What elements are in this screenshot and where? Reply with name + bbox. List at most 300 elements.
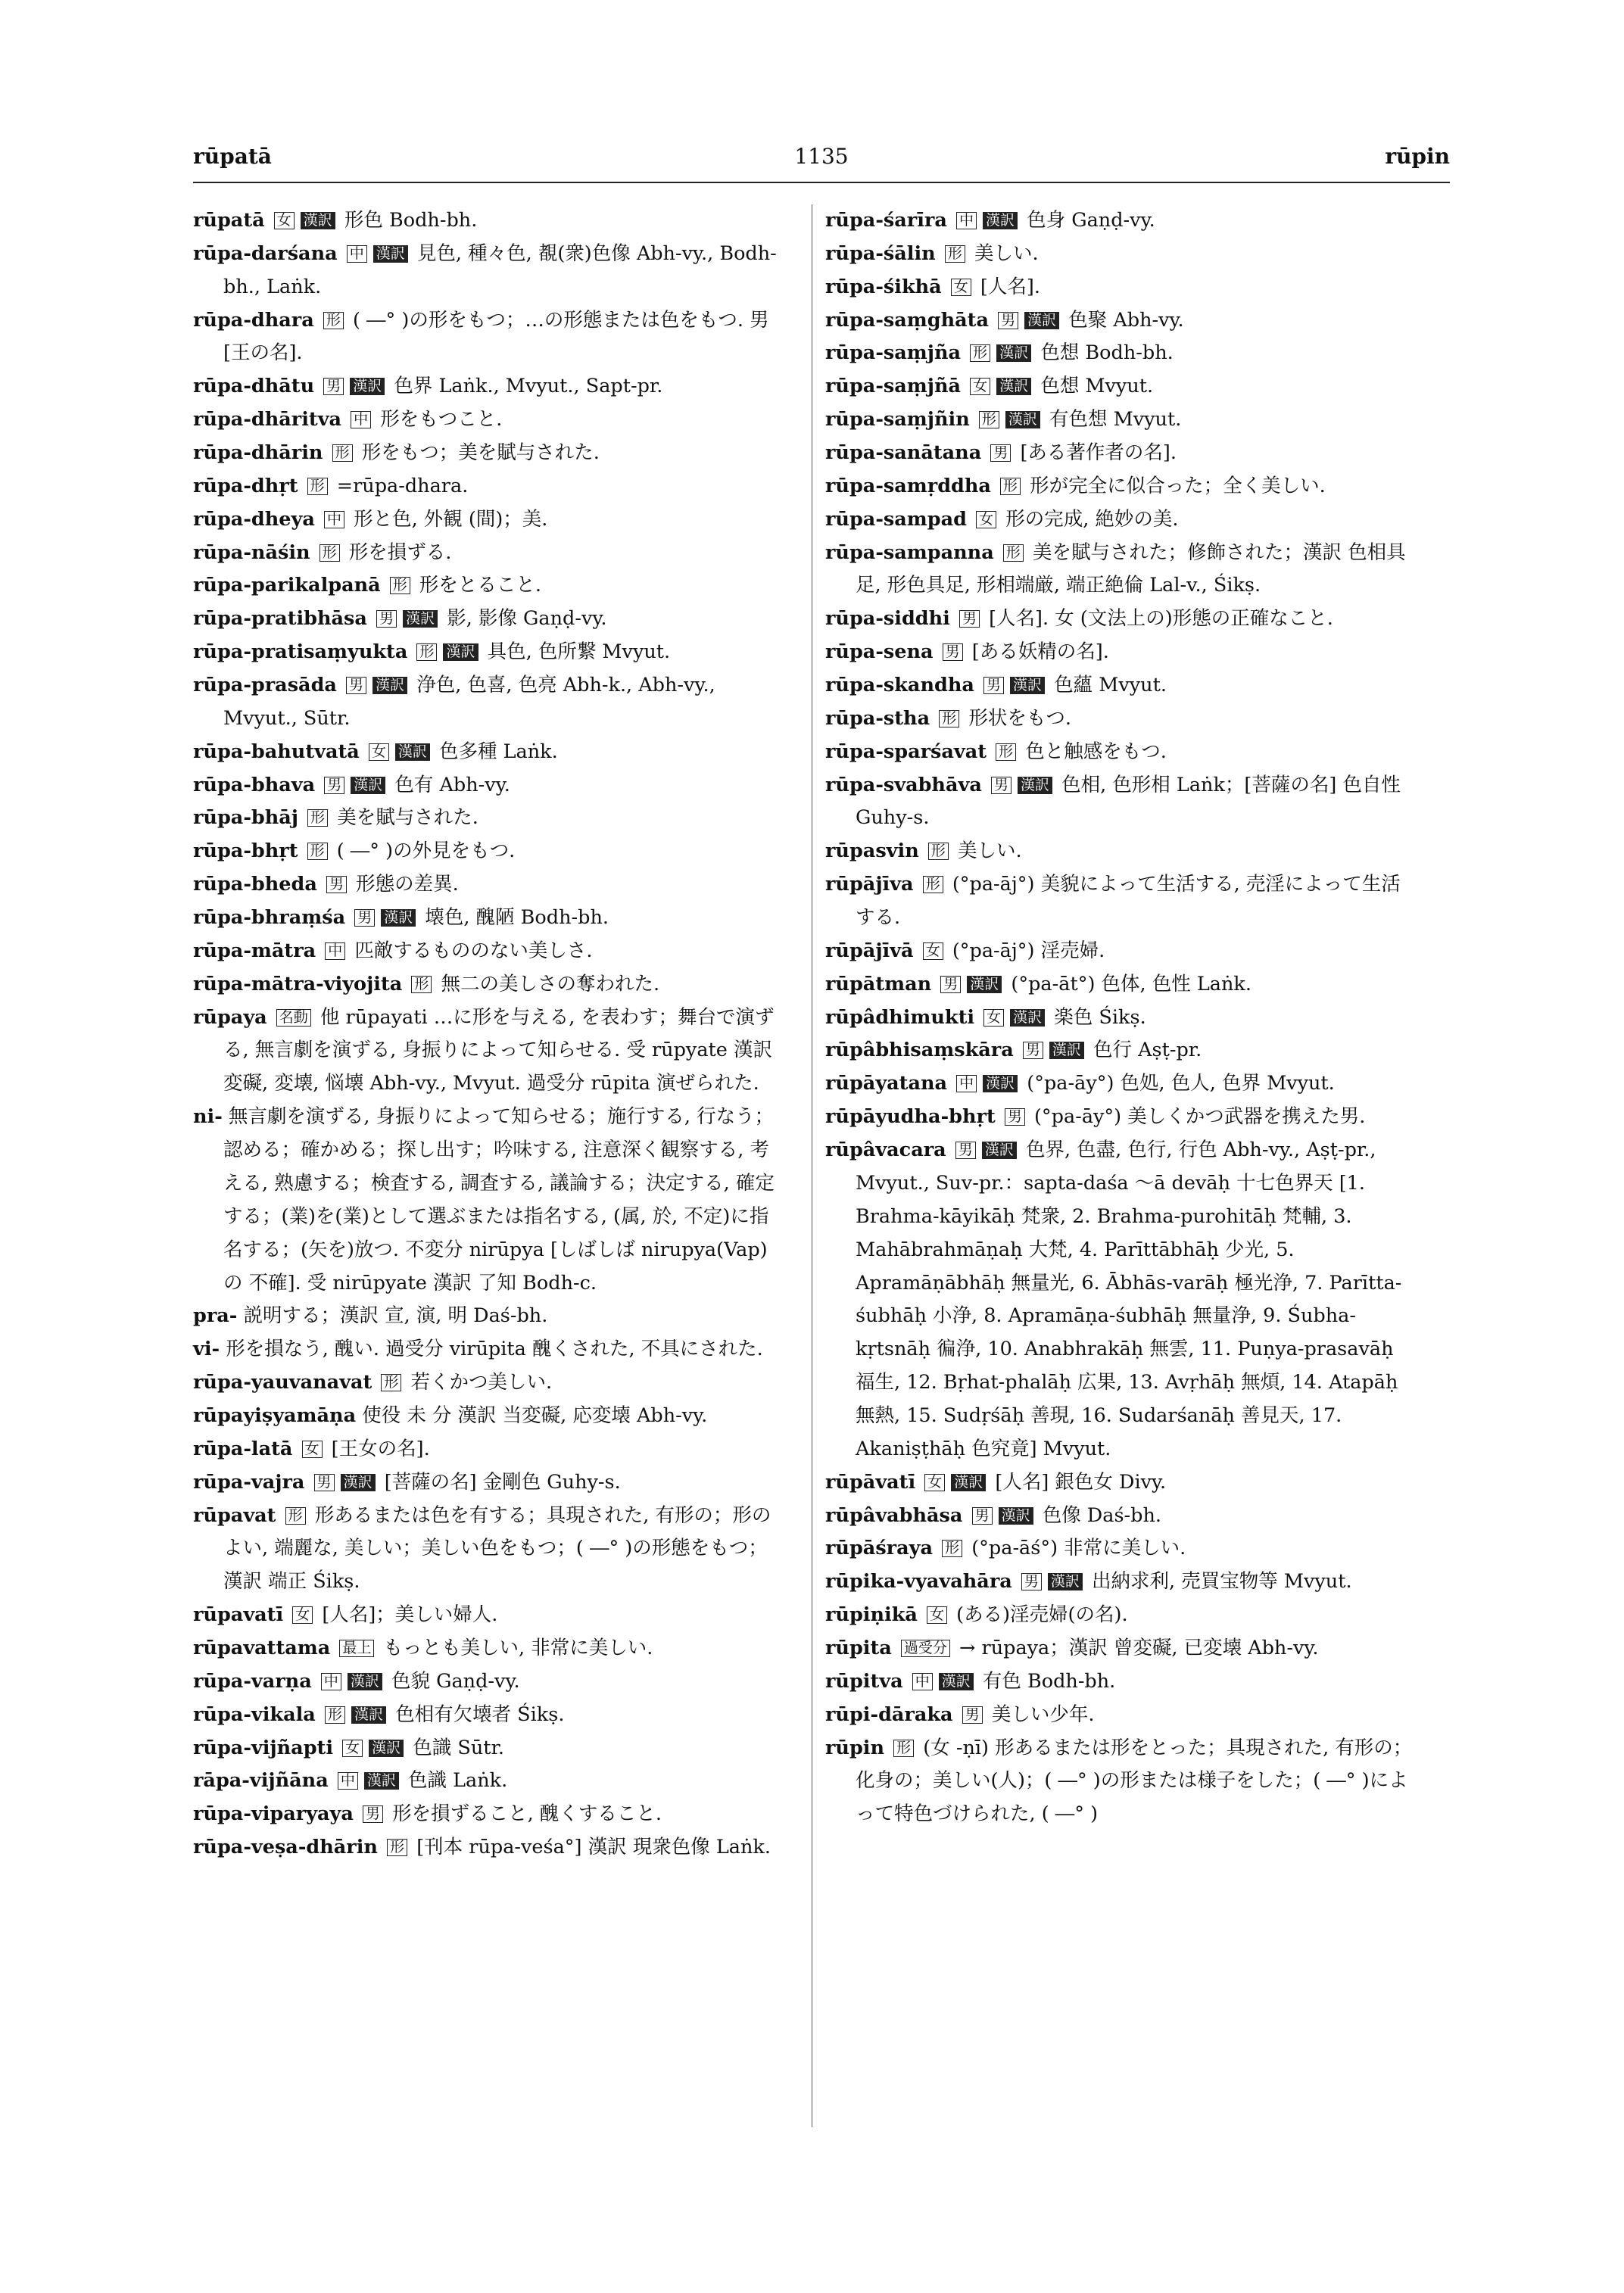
entry-headword: rūpika-vyavahāra bbox=[825, 1570, 1012, 1594]
entry-definition: 形をもつこと. bbox=[380, 408, 503, 431]
grammar-label: 形 bbox=[323, 312, 344, 329]
running-head-right: rūpin bbox=[1385, 144, 1450, 169]
entry-headword: rūpiṇikā bbox=[825, 1603, 918, 1627]
grammar-label: 形 bbox=[381, 1374, 401, 1391]
entry-definition: 色界 Laṅk., Mvyut., Sapt-pr. bbox=[394, 375, 663, 398]
grammar-label: 形 bbox=[945, 245, 965, 263]
dictionary-entry bbox=[825, 403, 1416, 437]
grammar-label: 中 bbox=[347, 245, 367, 263]
entry-headword: rūpa-viparyaya bbox=[193, 1802, 354, 1826]
entry-definition: 色相, 色形相 Laṅk；[菩薩の名] 色自性 Guhy-s. bbox=[856, 773, 1401, 830]
entry-definition: 色想 Mvyut. bbox=[1040, 375, 1154, 398]
entry-headword: rūpa-varṇa bbox=[193, 1669, 312, 1693]
entry-headword: rūpâbhisaṃskāra bbox=[825, 1039, 1014, 1062]
entry-headword: rūpa-mātra bbox=[193, 939, 316, 962]
entry-definition: 壊色, 醜陋 Bodh-bh. bbox=[425, 906, 609, 930]
grammar-label: 女 bbox=[983, 1009, 1004, 1027]
dictionary-entry bbox=[825, 1632, 1416, 1665]
entry-definition: 形をもつ；美を賦与された. bbox=[361, 441, 600, 465]
kanyaku-label: 漢訳 bbox=[1049, 1042, 1084, 1059]
entry-headword: rūpa-śarīra bbox=[825, 209, 947, 232]
entry-headword: rūpâdhimukti bbox=[825, 1005, 975, 1029]
grammar-label: 形 bbox=[970, 344, 990, 362]
entry-headword: rūpa-dhāritva bbox=[193, 408, 342, 431]
grammar-label: 男 bbox=[1021, 1573, 1042, 1590]
dictionary-entry bbox=[825, 1665, 1416, 1699]
kanyaku-label: 漢訳 bbox=[1024, 312, 1059, 329]
dictionary-entry bbox=[825, 868, 1416, 935]
dictionary-entry bbox=[193, 503, 784, 537]
grammar-label: 中 bbox=[956, 1075, 977, 1092]
entry-headword: rūpin bbox=[825, 1736, 885, 1759]
entry-headword: rūpāśraya bbox=[825, 1537, 933, 1560]
entry-definition: =rūpa-dhara. bbox=[336, 474, 469, 497]
entry-headword: rūpa-saṃjñin bbox=[825, 408, 970, 431]
dictionary-entry bbox=[193, 204, 784, 238]
entry-definition: 出納求利, 売買宝物等 Mvyut. bbox=[1092, 1570, 1352, 1594]
kanyaku-label: 漢訳 bbox=[1010, 677, 1045, 694]
entry-definition: 影, 影像 Gaṇḍ-vy. bbox=[447, 607, 607, 631]
entry-definition: 色識 Laṅk. bbox=[408, 1769, 508, 1793]
entry-definition: [人名] 銀色女 Divy. bbox=[995, 1470, 1167, 1494]
entry-definition: 形と色, 外観 (間)；美. bbox=[354, 507, 548, 531]
dictionary-entry bbox=[825, 1101, 1416, 1134]
entry-definition: 使役 未 分 漢訳 当変礙, 応変壊 Abh-vy. bbox=[362, 1404, 708, 1427]
entry-definition: もっとも美しい, 非常に美しい. bbox=[383, 1636, 653, 1659]
dictionary-entry bbox=[193, 935, 784, 968]
entry-headword: rūpa-svabhāva bbox=[825, 773, 982, 796]
grammar-label: 男 bbox=[326, 876, 347, 893]
grammar-label: 中 bbox=[325, 942, 345, 960]
grammar-label: 男 bbox=[972, 1507, 993, 1525]
grammar-label: 形 bbox=[332, 444, 353, 462]
dictionary-entry bbox=[825, 769, 1416, 836]
grammar-label: 男 bbox=[1023, 1042, 1043, 1059]
grammar-label: 男 bbox=[991, 777, 1011, 794]
dictionary-entry bbox=[825, 835, 1416, 868]
grammar-label: 形 bbox=[996, 743, 1016, 761]
entry-definition: 美しい少年. bbox=[991, 1703, 1095, 1726]
entry-headword: rūpavatī bbox=[193, 1603, 284, 1627]
entry-definition: [ある妖精の名]. bbox=[971, 640, 1109, 664]
entry-definition: (°pa-āt°) 色体, 色性 Laṅk. bbox=[1011, 972, 1252, 995]
grammar-label: 男 bbox=[346, 677, 366, 694]
entry-headword: rūpitva bbox=[825, 1669, 903, 1693]
grammar-label: 形 bbox=[325, 1706, 345, 1724]
entry-headword: rūpa-siddhi bbox=[825, 607, 950, 631]
entry-headword: rūpa-saṃjñā bbox=[825, 375, 962, 398]
dictionary-entry bbox=[193, 1400, 784, 1433]
entry-definition: 色有 Abh-vy. bbox=[394, 773, 510, 796]
entry-definition: 形を損なう, 醜い. 過受分 virūpita 醜くされた, 不具にされた. bbox=[226, 1338, 763, 1361]
entry-definition: 具色, 色所繋 Mvyut. bbox=[487, 640, 671, 664]
grammar-label: 形 bbox=[416, 643, 437, 661]
entry-definition: (°pa-āy°) 美しくかつ武器を携えた男. bbox=[1033, 1105, 1366, 1129]
dictionary-entry bbox=[825, 271, 1416, 304]
dictionary-entry bbox=[825, 238, 1416, 271]
grammar-label: 形 bbox=[979, 411, 999, 428]
entry-definition: 色識 Sūtr. bbox=[413, 1736, 504, 1759]
dictionary-entry bbox=[193, 238, 784, 304]
left-column bbox=[193, 204, 784, 1865]
entry-headword: rūpa-vajra bbox=[193, 1470, 305, 1494]
grammar-label: 最上 bbox=[339, 1640, 374, 1657]
right-column bbox=[825, 204, 1416, 1831]
grammar-label: 形 bbox=[928, 843, 949, 860]
dictionary-entry bbox=[825, 1002, 1416, 1035]
kanyaku-label: 漢訳 bbox=[301, 212, 335, 229]
grammar-label: 男 bbox=[940, 976, 961, 993]
dictionary-entry bbox=[825, 1599, 1416, 1632]
entry-definition: (°pa-āj°) 淫売婦. bbox=[952, 939, 1105, 962]
entry-definition: 色界, 色盡, 色行, 行色 Abh-vy., Aṣṭ-pr., Mvyut., Suv-pr.：sapta-daśa ～ā devāḥ 十七色界天 [1. Brahma-kāyikāḥ 梵衆, 2. Brahma-purohitāḥ 梵輔, 3. Mahābrahmāṇaḥ 大梵, 4. Parīttābhāḥ 少光, 5. Apramāṇābhāḥ 無量光, 6. Ābhās-varāḥ 極光浄, 7. Parītta-śubhāḥ 小浄, 8. Apramāṇa-śubhāḥ 無量浄, 9. Śubha-kṛtsnāḥ 徧浄, 10. Anabhrakāḥ 無雲, 11. Puṇya-prasavāḥ 福生, 12. Bṛhat-phalāḥ 広果, 13. Avṛhāḥ 無煩, 14. Atapāḥ 無熱, 15. Sudṛśāḥ 善現, 16. Sudarśanāḥ 善見天, 17. Akaniṣṭhāḥ 色究竟] Mvyut. bbox=[856, 1139, 1402, 1460]
kanyaku-label: 漢訳 bbox=[351, 1706, 386, 1724]
kanyaku-label: 漢訳 bbox=[996, 344, 1031, 362]
entry-headword: rūpa-bahutvatā bbox=[193, 740, 360, 763]
grammar-label: 男 bbox=[323, 378, 344, 395]
entry-definition: 形を損ずること, 醜くすること. bbox=[392, 1802, 662, 1826]
kanyaku-label: 漢訳 bbox=[982, 1142, 1017, 1159]
entry-definition: 色想 Bodh-bh. bbox=[1040, 341, 1174, 365]
entry-headword: rūpa-veṣa-dhārin bbox=[193, 1836, 378, 1859]
entry-headword: rūpa-parikalpanā bbox=[193, 574, 381, 597]
entry-definition: 色蘊 Mvyut. bbox=[1054, 674, 1167, 697]
entry-headword: rūpasvin bbox=[825, 840, 919, 863]
dictionary-entry bbox=[193, 1466, 784, 1500]
kanyaku-label: 漢訳 bbox=[351, 777, 385, 794]
entry-headword: rūpājīvā bbox=[825, 939, 914, 962]
grammar-label: 男 bbox=[990, 444, 1011, 462]
entry-headword: rūpa-dhṛt bbox=[193, 474, 298, 497]
grammar-label: 女 bbox=[369, 743, 389, 761]
entry-definition: 形態の差異. bbox=[356, 873, 459, 896]
entry-headword: rūpayiṣyamāṇa bbox=[193, 1404, 357, 1427]
entry-headword: rūpâvabhāsa bbox=[825, 1503, 963, 1527]
grammar-label: 女 bbox=[342, 1740, 363, 1757]
kanyaku-label: 漢訳 bbox=[369, 1740, 404, 1757]
entry-definition: 形色 Bodh-bh. bbox=[344, 209, 478, 232]
entry-headword: ni- bbox=[193, 1105, 223, 1129]
dictionary-entry bbox=[193, 537, 784, 570]
entry-headword: rāpa-vijñāna bbox=[193, 1769, 329, 1793]
kanyaku-label: 漢訳 bbox=[939, 1673, 974, 1690]
dictionary-entry bbox=[193, 868, 784, 902]
grammar-label: 中 bbox=[321, 1673, 341, 1690]
dictionary-entry bbox=[825, 1067, 1416, 1101]
dictionary-entry bbox=[193, 669, 784, 736]
grammar-label: 形 bbox=[307, 809, 328, 827]
entry-definition: (ある)淫売婦(の名). bbox=[956, 1603, 1128, 1627]
dictionary-entry bbox=[825, 437, 1416, 470]
kanyaku-label: 漢訳 bbox=[373, 245, 408, 263]
entry-headword: pra- bbox=[193, 1304, 238, 1328]
grammar-label: 形 bbox=[1000, 478, 1021, 495]
kanyaku-label: 漢訳 bbox=[967, 976, 1002, 993]
grammar-label: 女 bbox=[970, 378, 990, 395]
entry-headword: rūpa-bhava bbox=[193, 773, 316, 796]
dictionary-entry bbox=[193, 835, 784, 868]
dictionary-entry bbox=[825, 337, 1416, 370]
entry-headword: rūpa-dheya bbox=[193, 507, 315, 531]
dictionary-entry bbox=[193, 1765, 784, 1798]
kanyaku-label: 漢訳 bbox=[443, 643, 478, 661]
dictionary-entry bbox=[825, 968, 1416, 1002]
entry-headword: rūpājīva bbox=[825, 873, 914, 896]
dictionary-entry bbox=[825, 503, 1416, 537]
entry-definition: 色像 Daś-bh. bbox=[1042, 1503, 1162, 1527]
dictionary-entry bbox=[193, 968, 784, 1002]
grammar-label: 形 bbox=[390, 577, 410, 594]
grammar-label: 形 bbox=[1003, 544, 1024, 562]
dictionary-entry bbox=[193, 1500, 784, 1600]
entry-headword: rūpāyatana bbox=[825, 1072, 948, 1095]
dictionary-entry bbox=[193, 470, 784, 503]
dictionary-entry bbox=[193, 1433, 784, 1466]
grammar-label: 男 bbox=[324, 777, 344, 794]
grammar-label: 形 bbox=[411, 976, 432, 993]
entry-definition: 楽色 Śikṣ. bbox=[1054, 1005, 1146, 1029]
entry-definition: 色相有欠壊者 Śikṣ. bbox=[395, 1703, 565, 1726]
dictionary-entry bbox=[825, 537, 1416, 603]
entry-headword: rūpavattama bbox=[193, 1636, 331, 1659]
grammar-label: 男 bbox=[959, 610, 980, 628]
kanyaku-label: 漢訳 bbox=[1010, 1009, 1045, 1027]
page-number: 1135 bbox=[794, 144, 849, 169]
grammar-label: 男 bbox=[1005, 1108, 1025, 1126]
entry-definition: 美しい. bbox=[974, 241, 1039, 265]
entry-headword: rūpāvatī bbox=[825, 1470, 916, 1494]
entry-headword: rūpa-vikala bbox=[193, 1703, 316, 1726]
entry-headword: rūpa-bhāj bbox=[193, 806, 299, 830]
dictionary-entry bbox=[193, 1831, 784, 1865]
grammar-label: 男 bbox=[943, 643, 963, 661]
dictionary-entry bbox=[193, 370, 784, 403]
grammar-label: 女 bbox=[292, 1606, 313, 1624]
entry-definition: 色行 Aṣṭ-pr. bbox=[1093, 1039, 1202, 1062]
entry-headword: rūpātman bbox=[825, 972, 932, 995]
entry-definition: [刊本 rūpa-veśa°] 漢訳 現衆色像 Laṅk. bbox=[416, 1836, 771, 1859]
entry-definition: 形が完全に似合った；全く美しい. bbox=[1030, 474, 1326, 497]
entry-definition: (°pa-āy°) 色処, 色人, 色界 Mvyut. bbox=[1027, 1072, 1335, 1095]
grammar-label: 形 bbox=[942, 1540, 962, 1557]
kanyaku-label: 漢訳 bbox=[996, 378, 1031, 395]
entry-headword: rūpa-darśana bbox=[193, 241, 338, 265]
dictionary-entry bbox=[825, 1134, 1416, 1466]
entry-headword: vi- bbox=[193, 1338, 220, 1361]
dictionary-entry bbox=[825, 204, 1416, 238]
entry-headword: rūpa-bheda bbox=[193, 873, 317, 896]
dictionary-entry bbox=[193, 1798, 784, 1831]
grammar-label: 形 bbox=[285, 1507, 306, 1525]
grammar-label: 形 bbox=[307, 478, 328, 495]
entry-definition: 形の完成, 絶妙の美. bbox=[1005, 507, 1179, 531]
dictionary-entry bbox=[193, 603, 784, 636]
entry-definition: (°pa-āj°) 美貌によって生活する, 売淫によって生活する. bbox=[856, 873, 1401, 930]
grammar-label: 男 bbox=[363, 1805, 383, 1823]
entry-definition: 見色, 種々色, 覩(衆)色像 Abh-vy., Bodh-bh., Laṅk. bbox=[223, 241, 777, 298]
entry-definition: ( ―° )の形をもつ；…の形態または色をもつ. 男 [王の名]. bbox=[223, 308, 769, 365]
dictionary-entry bbox=[193, 1366, 784, 1400]
dictionary-entry bbox=[193, 636, 784, 669]
page-header bbox=[193, 144, 1450, 182]
entry-headword: rūpa-pratibhāsa bbox=[193, 607, 367, 631]
entry-definition: [人名]. bbox=[980, 275, 1040, 298]
entry-definition: 若くかつ美しい. bbox=[410, 1371, 553, 1394]
entry-headword: rūpa-sparśavat bbox=[825, 740, 987, 763]
dictionary-entry bbox=[193, 1699, 784, 1732]
grammar-label: 男 bbox=[376, 610, 397, 628]
entry-definition: [人名]. 女 (文法上の)形態の正確なこと. bbox=[989, 607, 1333, 631]
entry-definition: 色貌 Gaṇḍ-vy. bbox=[391, 1669, 520, 1693]
dictionary-entry bbox=[825, 603, 1416, 636]
grammar-label: 男 bbox=[962, 1706, 983, 1724]
grammar-label: 女 bbox=[274, 212, 295, 229]
entry-definition: (°pa-āś°) 非常に美しい. bbox=[971, 1537, 1186, 1560]
grammar-label: 女 bbox=[927, 1606, 947, 1624]
entry-definition: 形を損ずる. bbox=[348, 541, 452, 564]
dictionary-entry bbox=[193, 403, 784, 437]
entry-headword: rūpa-bhraṃśa bbox=[193, 906, 346, 930]
entry-headword: rūpatā bbox=[193, 209, 265, 232]
grammar-label: 形 bbox=[307, 843, 328, 860]
entry-definition: 色身 Gaṇḍ-vy. bbox=[1027, 209, 1155, 232]
grammar-label: 中 bbox=[351, 411, 371, 428]
entry-definition: 浄色, 色喜, 色亮 Abh-k., Abh-vy., Mvyut., Sūtr. bbox=[223, 674, 715, 730]
dictionary-entry bbox=[193, 1300, 784, 1333]
dictionary-entry bbox=[825, 669, 1416, 703]
dictionary-entry bbox=[193, 569, 784, 603]
entry-definition: 有色想 Mvyut. bbox=[1049, 408, 1182, 431]
dictionary-entry bbox=[825, 703, 1416, 736]
dictionary-entry bbox=[193, 769, 784, 802]
entry-headword: rūpa-bhṛt bbox=[193, 840, 298, 863]
entry-definition: 美を賦与された；修飾された；漢訳 色相具足, 形色具足, 形相端厳, 端正絶倫 Lal-v., Śikṣ. bbox=[856, 541, 1406, 597]
entry-definition: [ある著作者の名]. bbox=[1020, 441, 1177, 465]
grammar-label: 形 bbox=[893, 1740, 914, 1757]
entry-definition: 美を賦与された. bbox=[337, 806, 478, 830]
kanyaku-label: 漢訳 bbox=[381, 909, 416, 927]
grammar-label: 男 bbox=[354, 909, 375, 927]
entry-definition: 無言劇を演ずる, 身振りによって知らせる；施行する, 行なう；認める；確かめる；探し出す；吟味する, 注意深く観察する, 考える, 熟慮する；検査する, 調査する, 議論する；決定する, 確定する；(業)を(業)として選ぶまたは指名する, (属, 於, 不定)に指名する；(矢を)放つ. 不変分 nirūpya [しばしば nirupya(Vap) の 不確]. 受 nirūpyate 漢訳 了知 Bodh-c. bbox=[223, 1105, 775, 1294]
grammar-label: 中 bbox=[956, 212, 977, 229]
entry-headword: rūpa-sena bbox=[825, 640, 934, 664]
grammar-label: 男 bbox=[314, 1474, 335, 1491]
entry-definition: 説明する；漢訳 宣, 演, 明 Daś-bh. bbox=[243, 1304, 548, 1328]
dictionary-entry bbox=[193, 1101, 784, 1300]
entry-headword: rūpa-stha bbox=[825, 706, 930, 730]
grammar-label: 中 bbox=[338, 1772, 358, 1790]
entry-headword: rūpāyudha-bhṛt bbox=[825, 1105, 996, 1129]
entry-headword: rūpa-śālin bbox=[825, 241, 936, 265]
entry-headword: rūpi-dāraka bbox=[825, 1703, 953, 1726]
dictionary-entry bbox=[193, 1732, 784, 1765]
entry-headword: rūpa-dhara bbox=[193, 308, 314, 332]
dictionary-entry bbox=[193, 1002, 784, 1101]
entry-headword: rūpa-mātra-viyojita bbox=[193, 972, 403, 995]
entry-headword: rūpa-dhārin bbox=[193, 441, 323, 465]
dictionary-entry bbox=[193, 437, 784, 470]
kanyaku-label: 漢訳 bbox=[983, 1075, 1018, 1092]
kanyaku-label: 漢訳 bbox=[403, 610, 438, 628]
entry-headword: rūpa-latā bbox=[193, 1437, 293, 1460]
grammar-label: 女 bbox=[924, 1474, 945, 1491]
kanyaku-label: 漢訳 bbox=[983, 212, 1018, 229]
entry-headword: rūpaya bbox=[193, 1005, 267, 1029]
kanyaku-label: 漢訳 bbox=[1005, 411, 1040, 428]
entry-definition: 美しい. bbox=[957, 840, 1022, 863]
dictionary-entry bbox=[825, 304, 1416, 338]
entry-headword: rūpa-yauvanavat bbox=[193, 1371, 372, 1394]
entry-definition: 色と触感をもつ. bbox=[1025, 740, 1167, 763]
entry-headword: rūpa-saṃjña bbox=[825, 341, 962, 365]
entry-definition: [菩薩の名] 金剛色 Guhy-s. bbox=[384, 1470, 621, 1494]
entry-headword: rūpa-skandha bbox=[825, 674, 974, 697]
kanyaku-label: 漢訳 bbox=[372, 677, 407, 694]
entry-headword: rūpâvacara bbox=[825, 1139, 946, 1162]
dictionary-entry bbox=[825, 1034, 1416, 1067]
entry-definition: 匹敵するもののない美しさ. bbox=[354, 939, 593, 962]
dictionary-entry bbox=[825, 1466, 1416, 1500]
grammar-label: 女 bbox=[923, 942, 943, 960]
grammar-label: 男 bbox=[955, 1142, 976, 1159]
grammar-label: 形 bbox=[320, 544, 340, 562]
entry-headword: rūpa-vijñapti bbox=[193, 1736, 333, 1759]
grammar-label: 男 bbox=[983, 677, 1004, 694]
kanyaku-label: 漢訳 bbox=[348, 1673, 382, 1690]
dictionary-entry bbox=[193, 1599, 784, 1632]
entry-headword: rūpa-sampanna bbox=[825, 541, 994, 564]
dictionary-entry bbox=[825, 1500, 1416, 1533]
entry-headword: rūpa-prasāda bbox=[193, 674, 337, 697]
kanyaku-label: 漢訳 bbox=[999, 1507, 1033, 1525]
dictionary-entry bbox=[825, 935, 1416, 968]
dictionary-entry bbox=[193, 1632, 784, 1665]
grammar-label: 中 bbox=[324, 511, 344, 528]
header-rule bbox=[193, 182, 1450, 183]
entry-definition: 他 rūpayati …に形を与える, を表わす；舞台で演ずる, 無言劇を演ずる, 身振りによって知らせる. 受 rūpyate 漢訳 変礙, 変壊, 悩壊 Abh-vy., Mvyut. 過受分 rūpita 演ぜられた. bbox=[223, 1005, 775, 1095]
dictionary-entry bbox=[193, 902, 784, 935]
entry-definition: 形あるまたは色を有する；具現された, 有形の；形のよい, 端麗な, 美しい；美しい色をもつ；( ―° )の形態をもつ；漢訳 端正 Śikṣ. bbox=[223, 1503, 771, 1594]
entry-headword: rūpa-sanātana bbox=[825, 441, 982, 465]
entry-headword: rūpa-sampad bbox=[825, 507, 967, 531]
dictionary-entry bbox=[193, 1333, 784, 1366]
grammar-label: 中 bbox=[912, 1673, 933, 1690]
dictionary-entry bbox=[193, 736, 784, 769]
dictionary-entry bbox=[825, 1532, 1416, 1566]
entry-definition: 色聚 Abh-vy. bbox=[1068, 308, 1184, 332]
dictionary-entry bbox=[825, 370, 1416, 403]
dictionary-entry bbox=[825, 636, 1416, 669]
entry-headword: rūpa-saṃghāta bbox=[825, 308, 989, 332]
kanyaku-label: 漢訳 bbox=[350, 378, 385, 395]
entry-definition: → rūpaya；漢訳 曾変礙, 已変壊 Abh-vy. bbox=[959, 1636, 1319, 1659]
entry-headword: rūpa-pratisaṃyukta bbox=[193, 640, 408, 664]
grammar-label: 形 bbox=[939, 710, 959, 727]
entry-headword: rūpavat bbox=[193, 1503, 276, 1527]
grammar-label: 女 bbox=[302, 1441, 323, 1458]
grammar-label: 女 bbox=[951, 279, 971, 296]
grammar-label: 男 bbox=[998, 312, 1018, 329]
kanyaku-label: 漢訳 bbox=[951, 1474, 986, 1491]
dictionary-entry bbox=[825, 1566, 1416, 1599]
entry-headword: rūpa-śikhā bbox=[825, 275, 942, 298]
entry-definition: 形をとること. bbox=[419, 574, 542, 597]
entry-headword: rūpita bbox=[825, 1636, 892, 1659]
kanyaku-label: 漢訳 bbox=[364, 1772, 399, 1790]
kanyaku-label: 漢訳 bbox=[395, 743, 430, 761]
entry-headword: rūpa-dhātu bbox=[193, 375, 315, 398]
grammar-label: 形 bbox=[387, 1839, 407, 1856]
